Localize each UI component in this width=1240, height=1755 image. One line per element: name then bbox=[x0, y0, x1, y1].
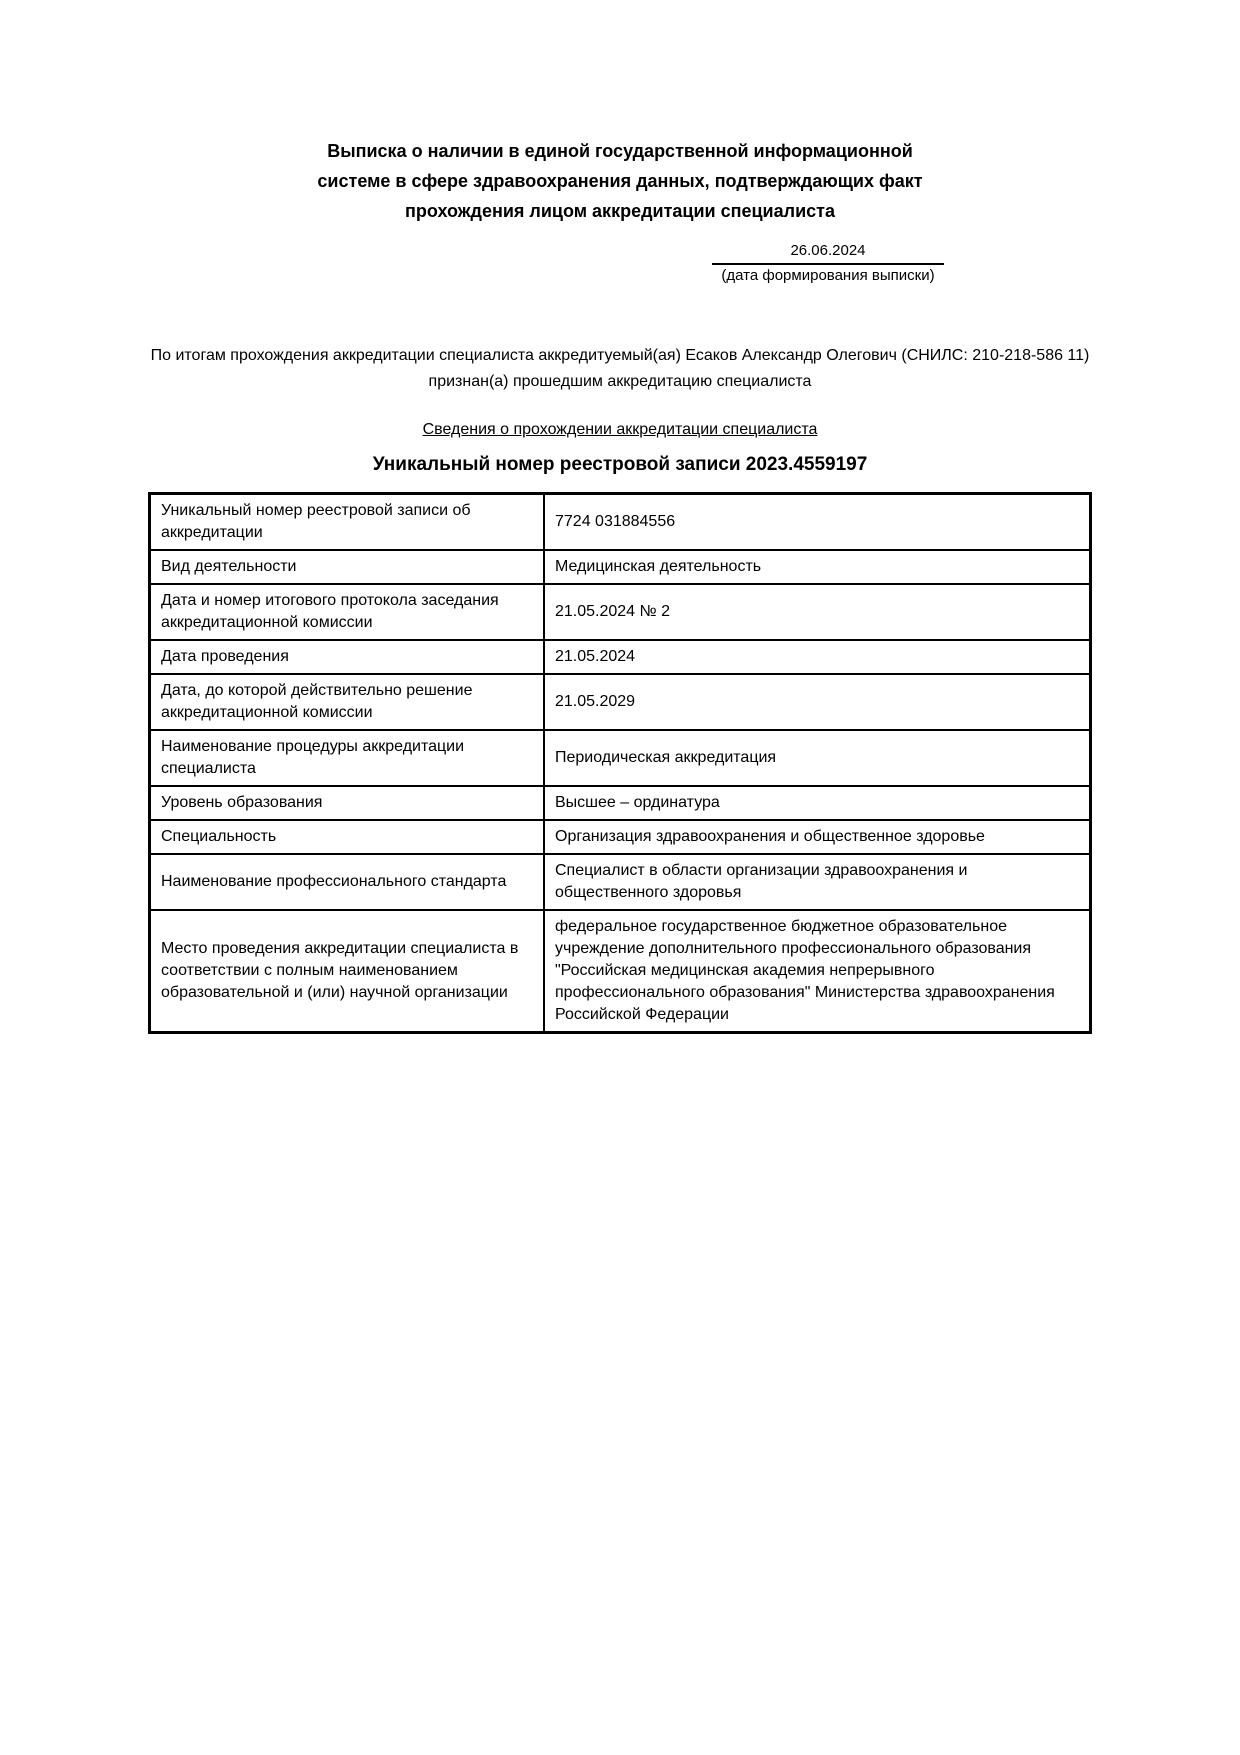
table-row-accreditation-place bbox=[150, 910, 1091, 1033]
row-value: федеральное государственное бюджетное образовательное учреждение дополнительного профессионального образования "Российская медицинская академия непрерывного профессионального образования" Министерства здравоохранения Российской Федерации bbox=[544, 910, 1091, 1033]
row-label: Дата проведения bbox=[150, 640, 545, 674]
table-row-procedure-name bbox=[150, 730, 1091, 786]
document-title-line-1: Выписка о наличии в единой государственной информационной bbox=[327, 141, 913, 161]
document-title-line-3: прохождения лицом аккредитации специалиста bbox=[405, 201, 835, 221]
row-label: Наименование процедуры аккредитации специалиста bbox=[150, 730, 545, 786]
row-label: Уровень образования bbox=[150, 786, 545, 820]
document-title bbox=[0, 136, 1240, 226]
table-row-conduct-date bbox=[150, 640, 1091, 674]
row-value: 21.05.2029 bbox=[544, 674, 1091, 730]
intro-paragraph bbox=[0, 343, 1240, 395]
intro-line-2: признан(а) прошедшим аккредитацию специалиста bbox=[428, 373, 812, 390]
issue-date: 26.06.2024 bbox=[712, 240, 944, 265]
row-value: Специалист в области организации здравоохранения и общественного здоровья bbox=[544, 854, 1091, 910]
table-row-valid-until-date bbox=[150, 674, 1091, 730]
table-row-specialty bbox=[150, 820, 1091, 854]
row-value: 7724 031884556 bbox=[544, 494, 1091, 551]
row-label: Наименование профессионального стандарта bbox=[150, 854, 545, 910]
section-heading: Сведения о прохождении аккредитации специалиста bbox=[422, 421, 818, 438]
row-value: 21.05.2024 bbox=[544, 640, 1091, 674]
row-label: Специальность bbox=[150, 820, 545, 854]
record-number-heading: Уникальный номер реестровой записи 2023.4559197 bbox=[372, 454, 868, 475]
row-label: Место проведения аккредитации специалиста в соответствии с полным наименованием образовательной и (или) научной организации bbox=[150, 910, 545, 1033]
row-value: Медицинская деятельность bbox=[544, 550, 1091, 584]
issue-date-block bbox=[712, 240, 944, 287]
table-row-accreditation-number bbox=[150, 494, 1091, 551]
row-label: Вид деятельности bbox=[150, 550, 545, 584]
row-value: Организация здравоохранения и общественное здоровье bbox=[544, 820, 1091, 854]
row-label: Уникальный номер реестровой записи об аккредитации bbox=[150, 494, 545, 551]
accreditation-table bbox=[148, 492, 1092, 1034]
intro-line-1: По итогам прохождения аккредитации специалиста аккредитуемый(ая) Есаков Александр Олегович (СНИЛС: 210-218-586 11) bbox=[150, 347, 1090, 364]
row-value: Периодическая аккредитация bbox=[544, 730, 1091, 786]
row-value: 21.05.2024 № 2 bbox=[544, 584, 1091, 640]
table-row-education-level bbox=[150, 786, 1091, 820]
table-row-activity-type bbox=[150, 550, 1091, 584]
row-label: Дата и номер итогового протокола заседания аккредитационной комиссии bbox=[150, 584, 545, 640]
document-title-line-2: системе в сфере здравоохранения данных, подтверждающих факт bbox=[317, 171, 923, 191]
issue-date-caption: (дата формирования выписки) bbox=[721, 267, 935, 284]
table-row-professional-standard bbox=[150, 854, 1091, 910]
row-label: Дата, до которой действительно решение аккредитационной комиссии bbox=[150, 674, 545, 730]
row-value: Высшее – ординатура bbox=[544, 786, 1091, 820]
table-row-protocol-date-number bbox=[150, 584, 1091, 640]
